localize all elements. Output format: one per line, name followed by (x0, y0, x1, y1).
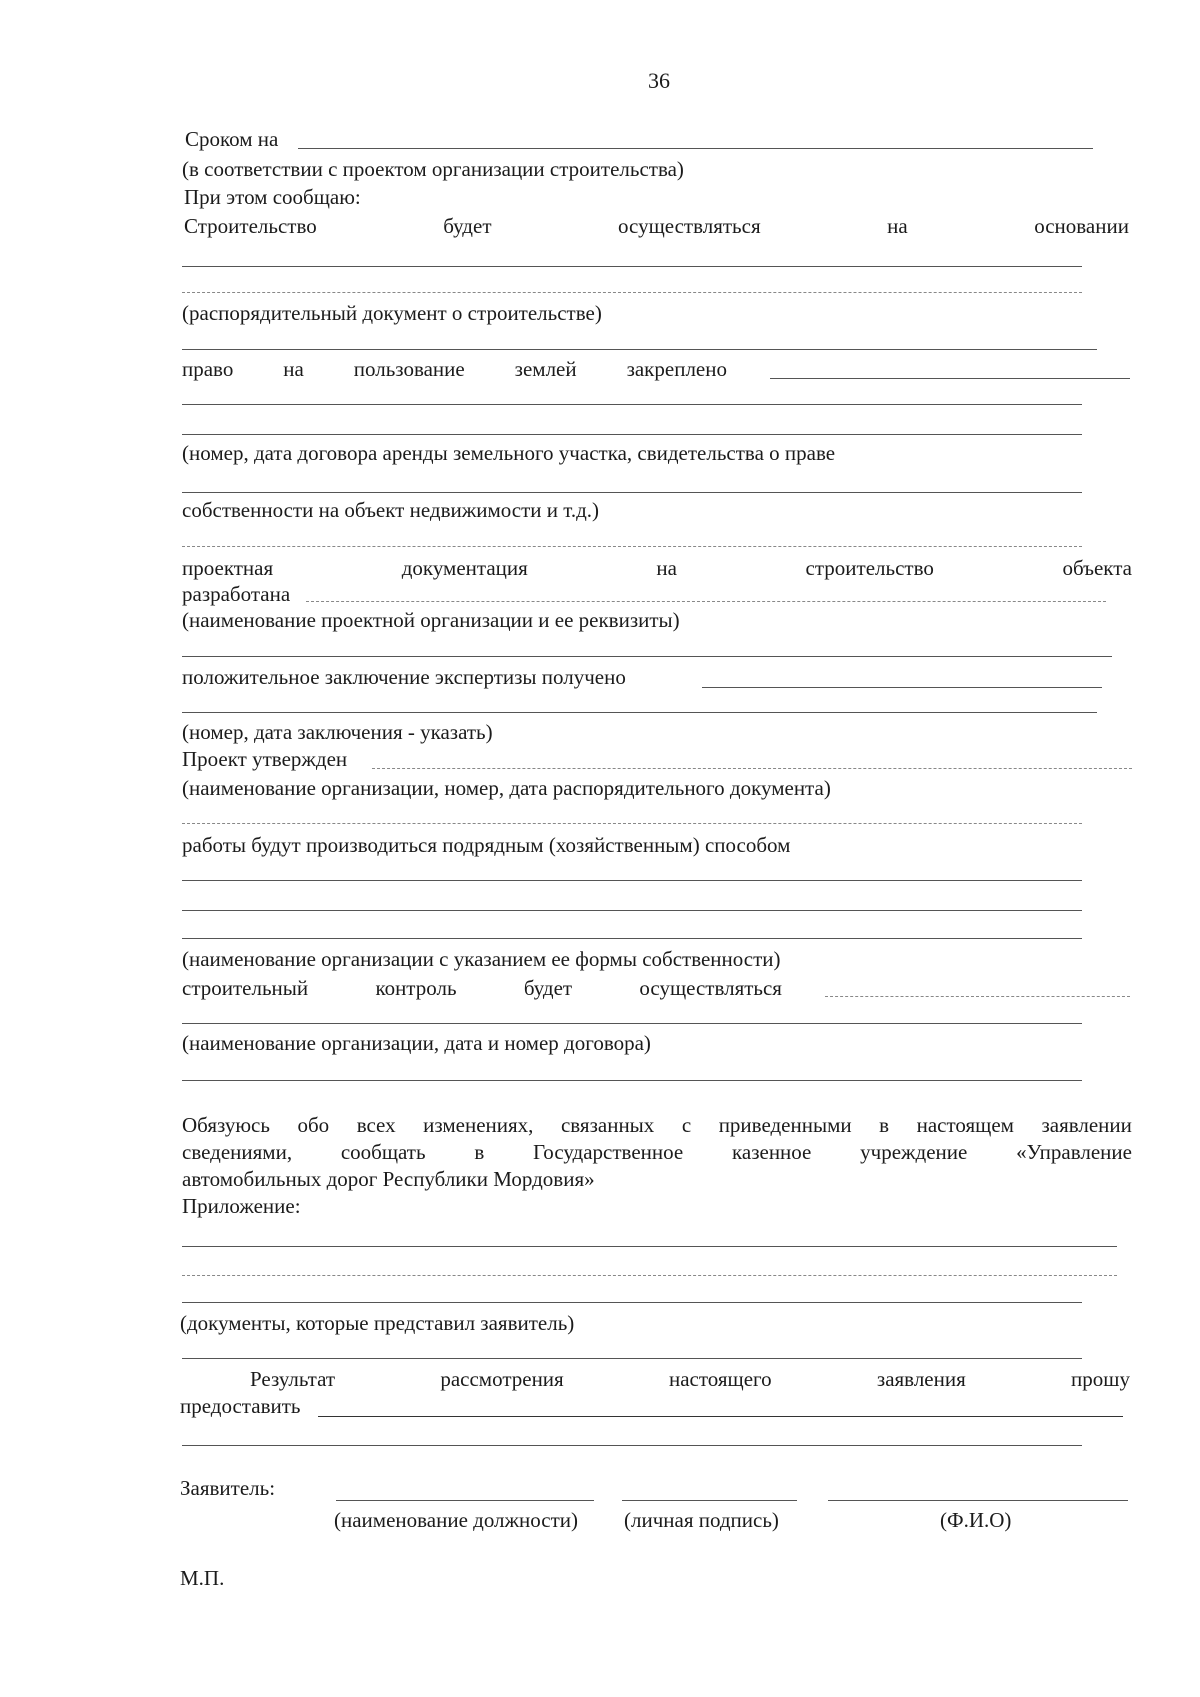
page-number: 36 (648, 68, 670, 93)
proekt-row (182, 555, 1132, 581)
kontrol-field-1[interactable] (825, 996, 1130, 997)
mp-label: М.П. (180, 1566, 225, 1590)
word: Обязуюсь (182, 1113, 270, 1137)
podpis-field[interactable] (622, 1500, 797, 1501)
word: заявлении (1041, 1113, 1132, 1137)
word: с (681, 1113, 692, 1137)
naim-org-doc-field[interactable] (182, 823, 1082, 824)
proekt-utv-label: Проект утвержден (182, 747, 348, 771)
stroit-field-2[interactable] (182, 292, 1082, 293)
word: Результат (250, 1367, 336, 1391)
prilozhenie-field-2[interactable] (182, 1275, 1117, 1276)
word: всех (356, 1113, 396, 1137)
nomer-dogovora-note: (номер, дата договора аренды земельного участка, свидетельства о праве (182, 441, 836, 465)
word: в (474, 1140, 485, 1164)
stroit-row (184, 213, 1129, 239)
naim-proekt-field[interactable] (182, 656, 1112, 657)
predostavit-field-1[interactable] (318, 1416, 1123, 1417)
word: осуществляться (639, 976, 782, 1000)
word: сведениями, (182, 1140, 293, 1164)
word: будет (443, 214, 492, 238)
word: строительство (805, 556, 934, 580)
word: на (656, 556, 677, 580)
word: учреждение (860, 1140, 968, 1164)
word: обо (297, 1113, 330, 1137)
srok-field[interactable] (298, 148, 1093, 149)
word: на (887, 214, 908, 238)
obyaz-line-3: автомобильных дорог Республики Мордовия» (182, 1167, 595, 1191)
zayavitel-label: Заявитель: (180, 1476, 276, 1500)
word: право (182, 357, 234, 381)
rezult-row (250, 1366, 1130, 1392)
predostavit-label: предоставить (180, 1394, 301, 1418)
razrabotana-field[interactable] (306, 601, 1106, 602)
word: в (879, 1113, 890, 1137)
nomer-dogovora-field[interactable] (182, 492, 1082, 493)
srok-note: (в соответствии с проектом организации строительства) (182, 157, 684, 181)
word: строительный (182, 976, 309, 1000)
word: настоящего (669, 1367, 772, 1391)
dokumenty-field[interactable] (182, 1358, 1082, 1359)
word: на (283, 357, 304, 381)
pravo-field-2[interactable] (182, 404, 1082, 405)
word: осуществляться (618, 214, 761, 238)
prilozhenie-label: Приложение: (182, 1194, 301, 1218)
word: настоящем (916, 1113, 1014, 1137)
predostavit-field-2[interactable] (182, 1445, 1082, 1446)
sobstvennosti-note: собственности на объект недвижимости и т.д.) (182, 498, 600, 522)
word: землей (514, 357, 577, 381)
naim-org-doc-note: (наименование организации, номер, дата распорядительного документа) (182, 776, 831, 800)
pravo-field-1[interactable] (770, 378, 1130, 379)
proekt-utv-field[interactable] (372, 768, 1132, 769)
dolzhnost-field[interactable] (336, 1500, 594, 1501)
word: Строительство (184, 214, 317, 238)
word: казенное (732, 1140, 812, 1164)
word: закреплено (626, 357, 727, 381)
word: приведенными (718, 1113, 852, 1137)
word: изменениях, (423, 1113, 534, 1137)
obyaz-row-2 (182, 1139, 1132, 1165)
word: основании (1034, 214, 1129, 238)
word: заявления (876, 1367, 966, 1391)
kontrol-row (182, 975, 782, 1001)
word: проектная (182, 556, 274, 580)
stroit-field-1[interactable] (182, 266, 1082, 267)
word: контроль (375, 976, 457, 1000)
fio-field[interactable] (828, 1500, 1128, 1501)
razrabotana-label: разработана (182, 582, 291, 606)
raboty-field-3[interactable] (182, 938, 1082, 939)
word: связанных (560, 1113, 655, 1137)
word: прошу (1071, 1367, 1130, 1391)
polozh-field-1[interactable] (702, 687, 1102, 688)
podpis-note: (личная подпись) (624, 1508, 779, 1532)
raboty-field-2[interactable] (182, 910, 1082, 911)
dokumenty-note: (документы, которые представил заявитель) (180, 1311, 575, 1335)
word: будет (523, 976, 573, 1000)
word: объекта (1062, 556, 1132, 580)
polozh-field-2[interactable] (182, 712, 1097, 713)
rasp-doc-note: (распорядительный документ о строительстве) (182, 301, 602, 325)
sobstvennosti-field[interactable] (182, 546, 1082, 547)
word: Государственное (533, 1140, 684, 1164)
word: «Управление (1016, 1140, 1132, 1164)
word: пользование (353, 357, 465, 381)
naim-dogovor-note: (наименование организации, дата и номер договора) (182, 1031, 651, 1055)
dolzhnost-note: (наименование должности) (334, 1508, 579, 1532)
polozh-label: положительное заключение экспертизы получено (182, 665, 626, 689)
raboty-field-1[interactable] (182, 880, 1082, 881)
pri-etom-label: При этом сообщаю: (184, 185, 361, 209)
obyaz-row-1 (182, 1112, 1132, 1138)
raboty-label: работы будут производиться подрядным (хозяйственным) способом (182, 833, 791, 857)
rasp-doc-field[interactable] (182, 349, 1097, 350)
word: рассмотрения (440, 1367, 564, 1391)
pravo-row (182, 356, 727, 382)
naim-dogovor-field[interactable] (182, 1080, 1082, 1081)
srok-label: Сроком на (185, 127, 279, 151)
word: документация (401, 556, 528, 580)
fio-note: (Ф.И.О) (940, 1508, 1012, 1532)
word: сообщать (340, 1140, 426, 1164)
naim-proekt-note: (наименование проектной организации и ее реквизиты) (182, 608, 680, 632)
pravo-field-3[interactable] (182, 434, 1082, 435)
nomer-zakl-note: (номер, дата заключения - указать) (182, 720, 493, 744)
prilozhenie-field-3[interactable] (182, 1302, 1082, 1303)
prilozhenie-field-1[interactable] (182, 1246, 1117, 1247)
naim-forma-note: (наименование организации с указанием ее формы собственности) (182, 947, 781, 971)
kontrol-field-2[interactable] (182, 1023, 1082, 1024)
